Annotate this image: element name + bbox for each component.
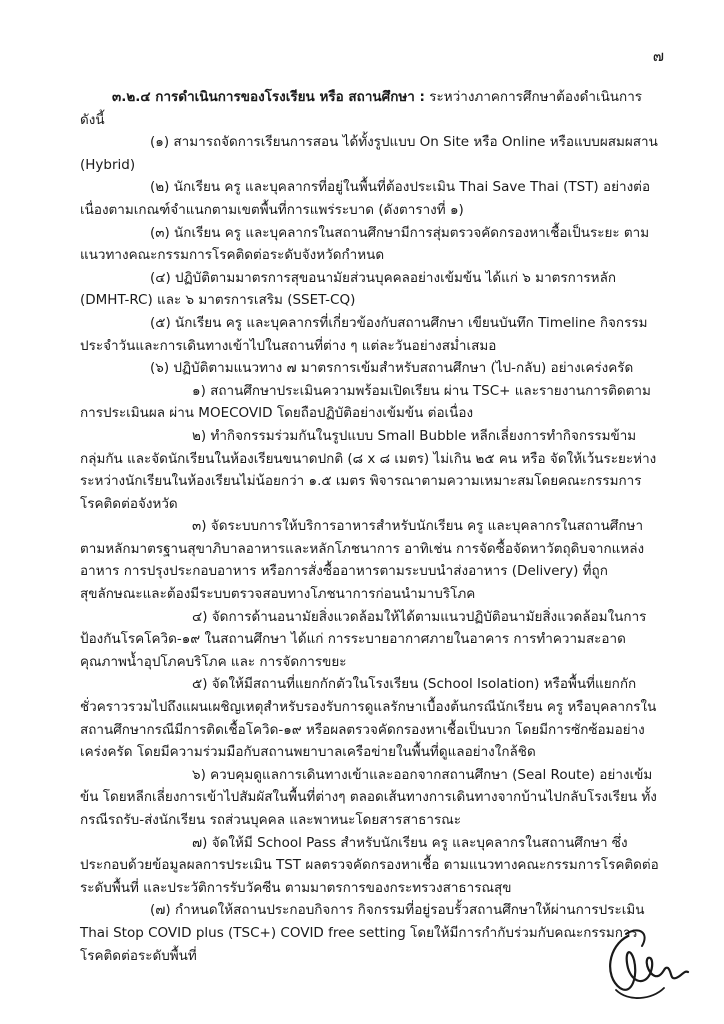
section-heading-rest: ระหว่างภาคการศึกษาต้องดำเนินการดังนี้ (80, 89, 643, 128)
subitem-6: ๖) ควบคุมดูแลการเดินทางเข้าและออกจากสถานศึกษา (Seal Route) อย่างเข้มข้น โดยหลีกเลี่ยงการเข้าไปสัมผัสในพื้นที่ต่างๆ ตลอดเส้นทางการเดินทางจากบ้านไปกลับโรงเรียน ทั้งกรณีรถรับ-ส่งนักเรียน รถส่วนบุคคล และพาหนะโดยสารสาธารณะ (80, 766, 657, 828)
section-heading: ๓.๒.๔ การดำเนินการของโรงเรียน หรือ สถานศึกษา : (112, 89, 425, 105)
item-1: (๑) สามารถจัดการเรียนการสอน ได้ทั้งรูปแบบ On Site หรือ Online หรือแบบผสมผสาน (Hybrid) (80, 134, 658, 173)
subitem-7: ๗) จัดให้มี School Pass สำหรับนักเรียน ครู และบุคลากรในสถานศึกษา ซึ่งประกอบด้วยข้อมูลผลการประเมิน TST ผลตรวจคัดกรองหาเชื้อ ตามแนวทางคณะกรรมการโรคติดต่อระดับพื้นที่ และประวัติการรับวัคซีน ตามมาตรการของกระทรวงสาธารณสุข (80, 834, 659, 896)
page-number: ๗ (652, 47, 664, 65)
section-heading-line (80, 86, 660, 131)
item-5: (๕) นักเรียน ครู และบุคลากรที่เกี่ยวข้องกับสถานศึกษา เขียนบันทึก Timeline กิจกรรมประจำวันและการเดินทางเข้าไปในสถานที่ต่าง ๆ แต่ละวันอย่างสม่ำเสมอ (80, 314, 648, 354)
item-7: (๗) กำหนดให้สถานประกอบกิจการ กิจกรรมที่อยู่รอบรั้วสถานศึกษาให้ผ่านการประเมิน Thai Stop COVID plus (TSC+) COVID free setting โดยให้มีการกำกับร่วมกับคณะกรรมการโรคติดต่อระดับพื้นที่ (80, 902, 645, 964)
item-6: (๖) ปฏิบัติตามแนวทาง ๗ มาตรการเข้มสำหรับสถานศึกษา (ไป-กลับ) อย่างเคร่งครัด (150, 360, 634, 377)
handwritten-signature-icon (598, 916, 698, 1008)
item-4: (๔) ปฏิบัติตามมาตรการสุขอนามัยส่วนบุคคลอย่างเข้มข้น ได้แก่ ๖ มาตรการหลัก (DMHT-RC) และ ๖ มาตรการเสริม (SSET-CQ) (80, 269, 617, 309)
subitem-5: ๕) จัดให้มีสถานที่แยกกักตัวในโรงเรียน (School Isolation) หรือพื้นที่แยกกักชั่วคราวรวมไปถึงแผนเผชิญเหตุสำหรับรองรับการดูแลรักษาเบื้องต้นกรณีนักเรียน ครู หรือบุคลากรในสถานศึกษากรณีมีการติดเชื้อโควิด-๑๙ หรือผลตรวจคัดกรองหาเชื้อเป็นบวก โดยมีการซักซ้อมอย่างเคร่งครัด โดยมีความร่วมมือกับสถานพยาบาลเครือข่ายในพื้นที่ดูแลอย่างใกล้ชิด (80, 676, 657, 761)
item-3: (๓) นักเรียน ครู และบุคลากรในสถานศึกษามีการสุ่มตรวจคัดกรองหาเชื้อเป็นระยะ ตามแนวทางคณะกรรมการโรคติดต่อระดับจังหวัดกำหนด (80, 224, 650, 264)
subitem-2: ๒) ทำกิจกรรมร่วมกันในรูปแบบ Small Bubble หลีกเลี่ยงการทำกิจกรรมข้ามกลุ่มกัน และจัดนักเรียนในห้องเรียนขนาดปกติ (๘ x ๘ เมตร) ไม่เกิน ๒๕ คน หรือ จัดให้เว้นระยะห่างระหว่างนักเรียนในห้องเรียนไม่น้อยกว่า ๑.๕ เมตร พิจารณาตามความเหมาะสมโดยคณะกรรมการโรคติดต่อจังหวัด (80, 427, 657, 512)
document-body (80, 86, 660, 967)
item-2: (๒) นักเรียน ครู และบุคลากรที่อยู่ในพื้นที่ต้องประเมิน Thai Save Thai (TST) อย่างต่อเนื่องตามเกณฑ์จำแนกตามเขตพื้นที่การแพร่ระบาด (ดังตารางที่ ๑) (80, 179, 651, 218)
subitem-3: ๓) จัดระบบการให้บริการอาหารสำหรับนักเรียน ครู และบุคลากรในสถานศึกษา ตามหลักมาตรฐานสุขาภิบาลอาหารและหลักโภชนาการ อาทิเช่น การจัดซื้อจัดหาวัตถุดิบจากแหล่งอาหาร การปรุงประกอบอาหาร หรือการสั่งซื้ออาหารตามระบบนำส่งอาหาร (Delivery) ที่ถูกสุขลักษณะและต้องมีระบบตรวจสอบทางโภชนาการก่อนนำมาบริโภค (80, 518, 645, 603)
subitem-4: ๔) จัดการด้านอนามัยสิ่งแวดล้อมให้ได้ตามแนวปฏิบัติอนามัยสิ่งแวดล้อมในการป้องกันโรคโควิด-๑๙ ในสถานศึกษา ได้แก่ การระบายอากาศภายในอาคาร การทำความสะอาด คุณภาพน้ำอุปโภคบริโภค และ การจัดการขยะ (80, 608, 647, 670)
subitem-1: ๑) สถานศึกษาประเมินความพร้อมเปิดเรียน ผ่าน TSC+ และรายงานการติดตามการประเมินผล ผ่าน MOECOVID โดยถือปฏิบัติอย่างเข้มข้น ต่อเนื่อง (80, 382, 651, 422)
